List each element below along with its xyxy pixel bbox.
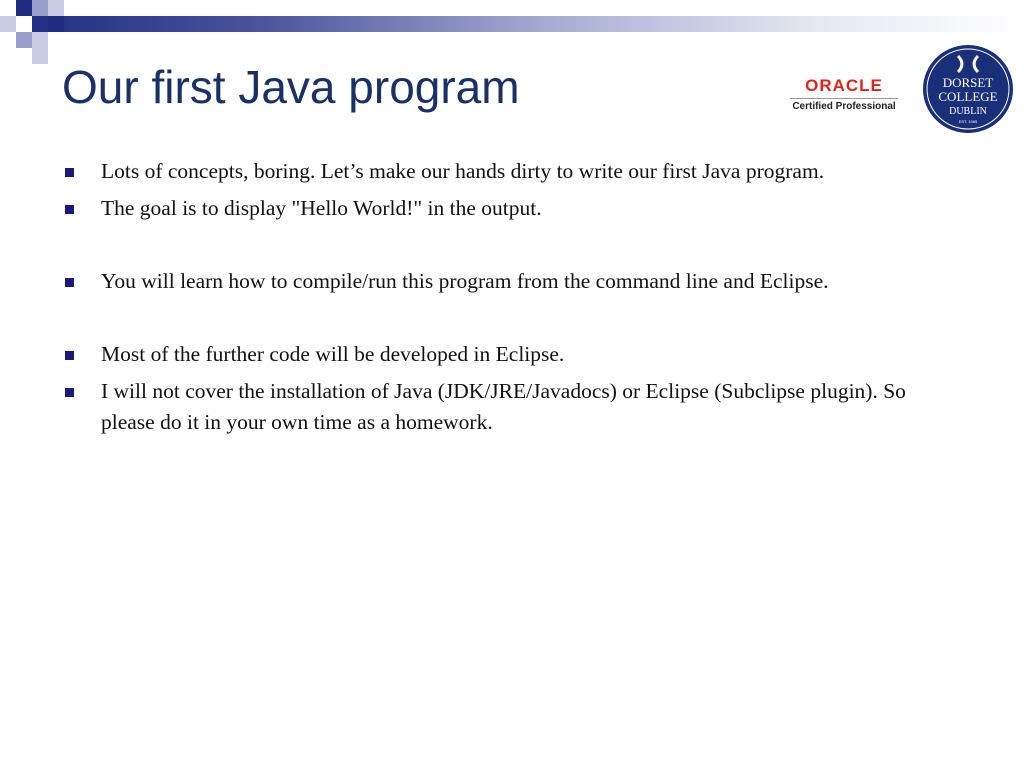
bullet-item [62, 376, 962, 438]
decor-square [0, 16, 16, 32]
square-bullet-icon [65, 388, 74, 397]
bullet-text: Lots of concepts, boring. Let’s make our hands dirty to write our first Java program. [101, 159, 825, 183]
decor-square [16, 16, 32, 32]
header-band [0, 16, 1024, 32]
decor-square [48, 16, 64, 32]
oracle-wordmark: ORACLE [805, 76, 883, 95]
bullet-text: I will not cover the installation of Java (JDK/JRE/Javadocs) or Eclipse (Subclipse plugin). So please do it in your own time as a homework. [101, 379, 906, 434]
square-bullet-icon [65, 278, 74, 287]
logo-divider [790, 98, 898, 99]
oracle-certified-logo [786, 76, 902, 120]
square-bullet-icon [65, 351, 74, 360]
seal-line1: DORSET [942, 75, 994, 90]
decor-square [48, 0, 64, 16]
decor-square [32, 48, 48, 64]
seal-line3: DUBLIN [949, 106, 987, 117]
decor-square [32, 0, 48, 16]
dorset-college-seal [922, 44, 1014, 134]
decor-square [16, 32, 32, 48]
bullet-list [62, 156, 962, 438]
decor-square [16, 0, 32, 16]
bullet-text: Most of the further code will be developed in Eclipse. [101, 342, 565, 366]
seal-established: EST. 1985 [958, 119, 978, 124]
bullet-text: You will learn how to compile/run this program from the command line and Eclipse. [101, 269, 829, 293]
slide-title: Our first Java program [62, 61, 520, 113]
bullet-item [62, 156, 962, 187]
square-bullet-icon [65, 168, 74, 177]
bullet-text: The goal is to display "Hello World!" in the output. [101, 196, 542, 220]
bullet-item [62, 339, 962, 370]
square-bullet-icon [65, 205, 74, 214]
bullet-item [62, 193, 962, 224]
decor-square [32, 32, 48, 48]
bullet-item [62, 266, 962, 297]
oracle-subtitle: Certified Professional [792, 101, 896, 112]
seal-line2: COLLEGE [938, 89, 998, 104]
